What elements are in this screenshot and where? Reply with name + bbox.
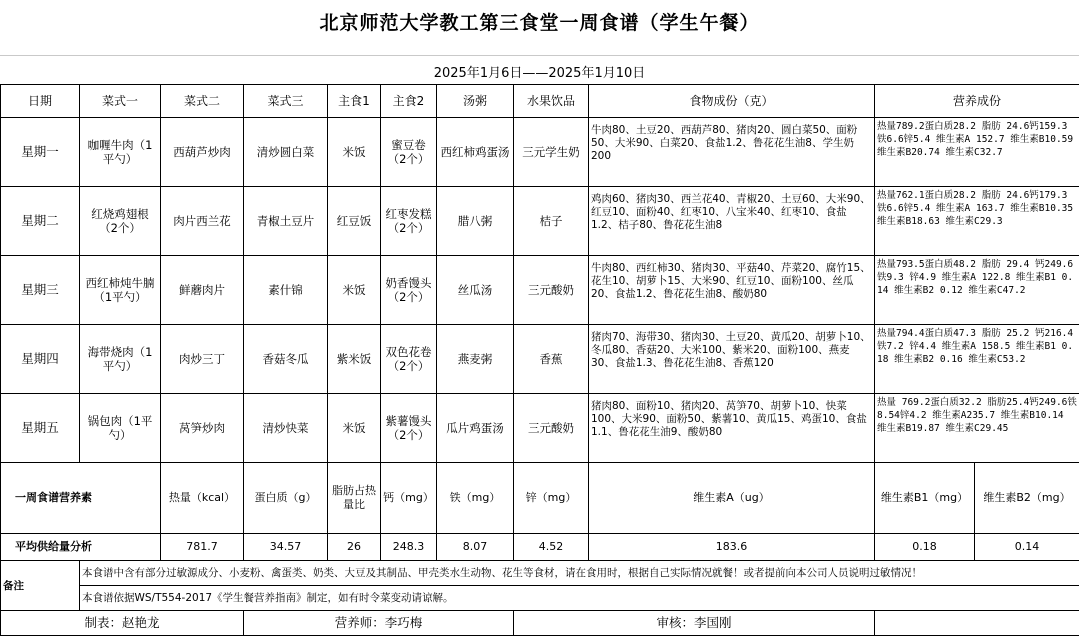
dish2-cell: 肉片西兰花 bbox=[161, 187, 244, 256]
dish2-cell: 鲜蘑肉片 bbox=[161, 256, 244, 325]
nutrient-header: 维生素B1（mg） bbox=[875, 463, 975, 534]
date-range: 2025年1月6日——2025年1月10日 bbox=[0, 62, 1079, 81]
fruit-cell: 香蕉 bbox=[514, 325, 589, 394]
nutrient-value: 26 bbox=[328, 534, 381, 561]
nutrient-header: 钙（mg） bbox=[381, 463, 437, 534]
fruit-cell: 三元学生奶 bbox=[514, 118, 589, 187]
table-row bbox=[1, 118, 1079, 187]
soup-cell: 瓜片鸡蛋汤 bbox=[437, 394, 514, 463]
dish3-cell: 香菇冬瓜 bbox=[244, 325, 328, 394]
nutrient-header: 热量（kcal） bbox=[161, 463, 244, 534]
nutrient-value: 0.18 bbox=[875, 534, 975, 561]
ingredients-cell: 牛肉80、土豆20、西葫芦80、猪肉20、圆白菜50、面粉50、大米90、白菜20、食盐1.2、鲁花花生油8、学生奶200 bbox=[589, 118, 875, 187]
table-row bbox=[1, 394, 1079, 463]
soup-cell: 丝瓜汤 bbox=[437, 256, 514, 325]
dish1-cell: 锅包肉（1平勺） bbox=[80, 394, 161, 463]
header-row bbox=[1, 85, 1079, 118]
header-dish3: 菜式三 bbox=[244, 85, 328, 118]
dish2-cell: 西葫芦炒肉 bbox=[161, 118, 244, 187]
nutrient-value-row bbox=[1, 534, 1079, 561]
signature-blank bbox=[875, 611, 1079, 636]
remarks-line: 本食谱依据WS/T554-2017《学生餐营养指南》制定，如有时令菜变动请谅解。 bbox=[80, 586, 1079, 611]
dish1-cell: 西红柿炖牛腩（1平勺） bbox=[80, 256, 161, 325]
dish3-cell: 素什锦 bbox=[244, 256, 328, 325]
staple2-cell: 奶香馒头（2个） bbox=[381, 256, 437, 325]
ingredients-cell: 鸡肉60、猪肉30、西兰花40、青椒20、土豆60、大米90、红豆10、面粉40、红枣10、八宝米40、红枣10、食盐1.2、桔子80、鲁花花生油8 bbox=[589, 187, 875, 256]
staple1-cell: 米饭 bbox=[328, 394, 381, 463]
remarks-line: 本食谱中含有部分过敏源成分、小麦粉、禽蛋类、奶类、大豆及其制品、甲壳类水生动物、花生等食材，请在食用时，根据自己实际情况就餐！或者提前向本公司人员说明过敏情况！ bbox=[80, 561, 1079, 586]
staple1-cell: 米饭 bbox=[328, 118, 381, 187]
header-staple2: 主食2 bbox=[381, 85, 437, 118]
page-title: 北京师范大学教工第三食堂一周食谱（学生午餐） bbox=[0, 8, 1079, 35]
dish2-cell: 莴笋炒肉 bbox=[161, 394, 244, 463]
dish3-cell: 青椒土豆片 bbox=[244, 187, 328, 256]
maker-signature: 制表：赵艳龙 bbox=[1, 611, 244, 636]
nutrient-header-row bbox=[1, 463, 1079, 534]
nutrient-value: 183.6 bbox=[589, 534, 875, 561]
header-date: 日期 bbox=[1, 85, 80, 118]
header-staple1: 主食1 bbox=[328, 85, 381, 118]
weekly-nutrients-label: 一周食谱营养素 bbox=[1, 463, 161, 534]
nutrient-header: 蛋白质（g） bbox=[244, 463, 328, 534]
nutrient-value: 248.3 bbox=[381, 534, 437, 561]
header-fruit: 水果饮品 bbox=[514, 85, 589, 118]
ingredients-cell: 猪肉70、海带30、猪肉30、土豆20、黄瓜20、胡萝卜10、冬瓜80、香菇20、大米100、紫米20、面粉100、燕麦30、食盐1.3、鲁花花生油8、香蕉120 bbox=[589, 325, 875, 394]
header-dish1: 菜式一 bbox=[80, 85, 161, 118]
day-cell: 星期二 bbox=[1, 187, 80, 256]
staple1-cell: 红豆饭 bbox=[328, 187, 381, 256]
dish3-cell: 清炒圆白菜 bbox=[244, 118, 328, 187]
nutrient-value: 781.7 bbox=[161, 534, 244, 561]
fruit-cell: 三元酸奶 bbox=[514, 394, 589, 463]
table-row bbox=[1, 187, 1079, 256]
dish1-cell: 红烧鸡翅根（2个） bbox=[80, 187, 161, 256]
staple2-cell: 紫薯馒头（2个） bbox=[381, 394, 437, 463]
day-cell: 星期五 bbox=[1, 394, 80, 463]
header-dish2: 菜式二 bbox=[161, 85, 244, 118]
nutrient-value: 34.57 bbox=[244, 534, 328, 561]
staple2-cell: 蜜豆卷（2个） bbox=[381, 118, 437, 187]
nutrient-header: 锌（mg） bbox=[514, 463, 589, 534]
fruit-cell: 桔子 bbox=[514, 187, 589, 256]
nutrient-header: 铁（mg） bbox=[437, 463, 514, 534]
soup-cell: 燕麦粥 bbox=[437, 325, 514, 394]
header-ingredients: 食物成份（克） bbox=[589, 85, 875, 118]
nutrient-header: 脂肪占热量比 bbox=[328, 463, 381, 534]
soup-cell: 西红柿鸡蛋汤 bbox=[437, 118, 514, 187]
nutrient-value: 0.14 bbox=[975, 534, 1079, 561]
dish2-cell: 肉炒三丁 bbox=[161, 325, 244, 394]
average-supply-label: 平均供给量分析 bbox=[1, 534, 161, 561]
remarks-label: 备注 bbox=[1, 561, 80, 611]
header-nutrition: 营养成份 bbox=[875, 85, 1079, 118]
reviewer-signature: 审核：李国刚 bbox=[514, 611, 875, 636]
staple1-cell: 米饭 bbox=[328, 256, 381, 325]
table-row bbox=[1, 325, 1079, 394]
signature-row bbox=[1, 611, 1079, 636]
day-cell: 星期三 bbox=[1, 256, 80, 325]
dish1-cell: 海带烧肉（1平勺） bbox=[80, 325, 161, 394]
menu-table bbox=[0, 84, 1079, 636]
table-row bbox=[1, 256, 1079, 325]
nutrient-header: 维生素A（ug） bbox=[589, 463, 875, 534]
day-cell: 星期一 bbox=[1, 118, 80, 187]
day-cell: 星期四 bbox=[1, 325, 80, 394]
divider bbox=[0, 55, 1079, 56]
nutritionist-signature: 营养师：李巧梅 bbox=[244, 611, 514, 636]
staple2-cell: 双色花卷（2个） bbox=[381, 325, 437, 394]
nutrient-value: 8.07 bbox=[437, 534, 514, 561]
header-soup: 汤粥 bbox=[437, 85, 514, 118]
dish3-cell: 清炒快菜 bbox=[244, 394, 328, 463]
remarks-row bbox=[1, 561, 1079, 586]
remarks-row bbox=[1, 586, 1079, 611]
fruit-cell: 三元酸奶 bbox=[514, 256, 589, 325]
nutrient-value: 4.52 bbox=[514, 534, 589, 561]
dish1-cell: 咖喱牛肉（1平勺） bbox=[80, 118, 161, 187]
nutrition-cell: 热量762.1蛋白质28.2 脂肪 24.6钙179.3 铁6.6锌5.4 维生素A 163.7 维生素B10.35 维生素B18.63 维生素C29.3 bbox=[875, 187, 1079, 256]
nutrient-header: 维生素B2（mg） bbox=[975, 463, 1079, 534]
nutrition-cell: 热量789.2蛋白质28.2 脂肪 24.6钙159.3 铁6.6锌5.4 维生素A 152.7 维生素B10.59 维生素B20.74 维生素C32.7 bbox=[875, 118, 1079, 187]
soup-cell: 腊八粥 bbox=[437, 187, 514, 256]
staple2-cell: 红枣发糕（2个） bbox=[381, 187, 437, 256]
nutrition-cell: 热量 769.2蛋白质32.2 脂肪25.4钙249.6铁8.54锌4.2 维生素A235.7 维生素B10.14 维生素B19.87 维生素C29.45 bbox=[875, 394, 1079, 463]
ingredients-cell: 猪肉80、面粉10、猪肉20、莴笋70、胡萝卜10、快菜100、大米90、面粉50、紫薯10、黄瓜15、鸡蛋10、食盐1.1、鲁花花生油9、酸奶80 bbox=[589, 394, 875, 463]
staple1-cell: 紫米饭 bbox=[328, 325, 381, 394]
ingredients-cell: 牛肉80、西红柿30、猪肉30、平菇40、芹菜20、腐竹15、花生10、胡萝卜15、大米90、红豆10、面粉100、丝瓜20、食盐1.2、鲁花花生油8、酸奶80 bbox=[589, 256, 875, 325]
nutrition-cell: 热量794.4蛋白质47.3 脂肪 25.2 钙216.4 铁7.2 锌4.4 维生素A 158.5 维生素B1 0.18 维生素B2 0.16 维生素C53.2 bbox=[875, 325, 1079, 394]
nutrition-cell: 热量793.5蛋白质48.2 脂肪 29.4 钙249.6 铁9.3 锌4.9 维生素A 122.8 维生素B1 0.14 维生素B2 0.12 维生素C47.2 bbox=[875, 256, 1079, 325]
